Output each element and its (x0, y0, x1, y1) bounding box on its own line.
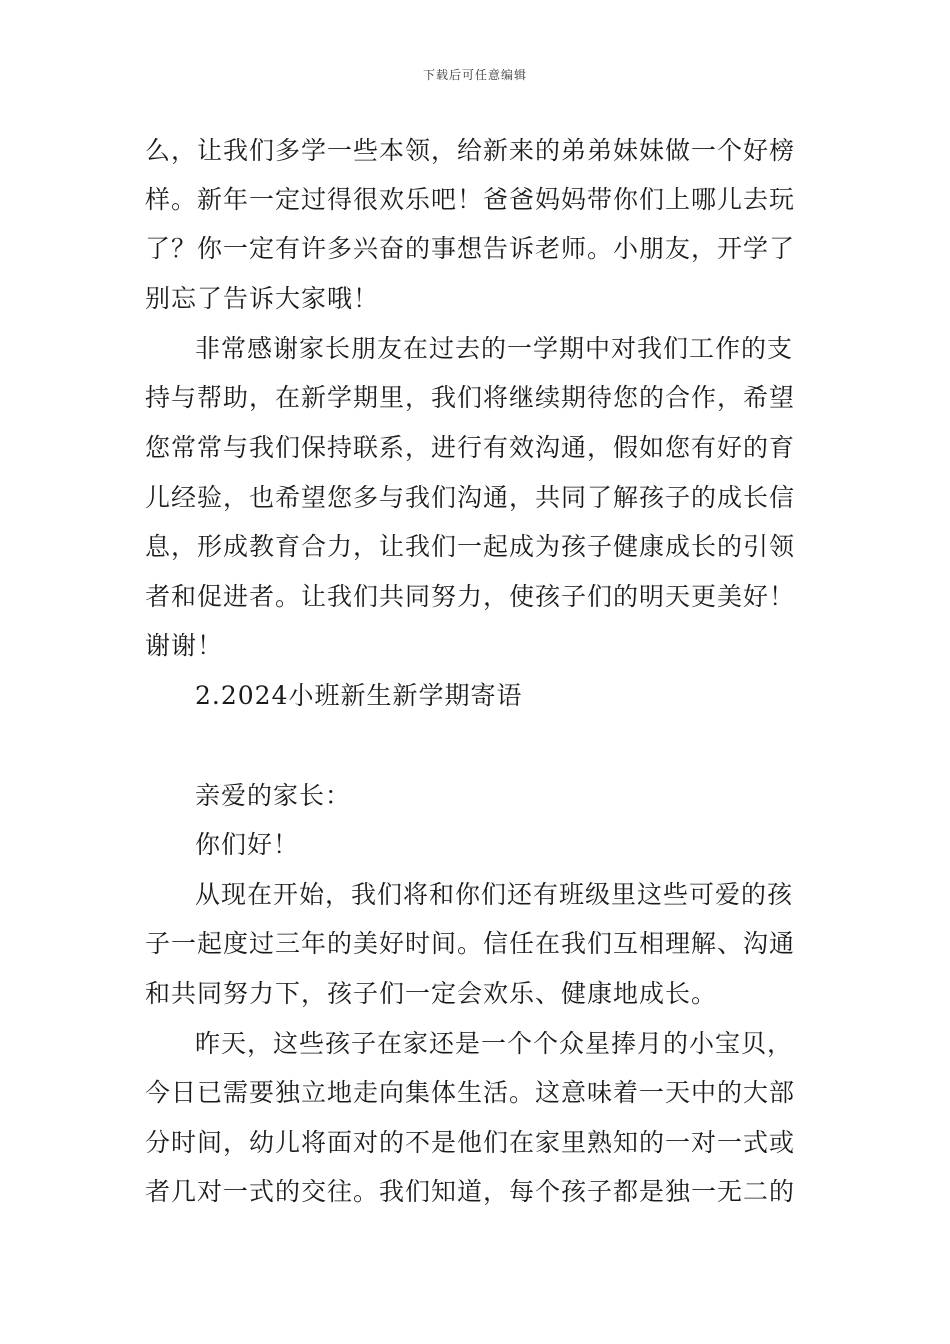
paragraph-line: 者和促进者。让我们共同努力，使孩子们的明天更美好！ (145, 582, 796, 611)
greeting: 你们好！ (195, 830, 300, 859)
paragraph-line: 谢谢！ (145, 631, 224, 660)
paragraph-line: 样。新年一定过得很欢乐吧！爸爸妈妈带你们上哪儿去玩 (145, 185, 796, 214)
paragraph-line: 子一起度过三年的美好时间。信任在我们互相理解、沟通 (145, 929, 796, 958)
paragraph-line: 和共同努力下，孩子们一定会欢乐、健康地成长。 (145, 979, 718, 1008)
paragraph-line: 么，让我们多学一些本领，给新来的弟弟妹妹做一个好榜 (145, 136, 796, 165)
paragraph-line: 您常常与我们保持联系，进行有效沟通，假如您有好的育 (145, 433, 796, 462)
paragraph-line: 分时间，幼儿将面对的不是他们在家里熟知的一对一式或 (145, 1128, 796, 1157)
paragraph-line: 昨天，这些孩子在家还是一个个众星捧月的小宝贝， (195, 1029, 794, 1058)
paragraph-line: 非常感谢家长朋友在过去的一学期中对我们工作的支 (195, 334, 794, 363)
paragraph-line: 儿经验，也希望您多与我们沟通，共同了解孩子的成长信 (145, 483, 796, 512)
paragraph-line: 今日已需要独立地走向集体生活。这意味着一天中的大部 (145, 1078, 796, 1107)
page-header: 下载后可任意编辑 (422, 68, 527, 82)
paragraph-line: 从现在开始，我们将和你们还有班级里这些可爱的孩 (195, 880, 794, 909)
salutation: 亲爱的家长： (195, 781, 352, 810)
paragraph-line: 息，形成教育合力，让我们一起成为孩子健康成长的引领 (145, 532, 796, 561)
paragraph-line: 持与帮助，在新学期里，我们将继续期待您的合作，希望 (145, 383, 796, 412)
paragraph-line: 者几对一式的交往。我们知道，每个孩子都是独一无二的 (145, 1177, 796, 1206)
paragraph-line: 了？你一定有许多兴奋的事想告诉老师。小朋友，开学了 (145, 234, 796, 263)
paragraph-line: 别忘了告诉大家哦！ (145, 284, 380, 313)
section-heading: 2.2024小班新生新学期寄语 (195, 681, 523, 710)
